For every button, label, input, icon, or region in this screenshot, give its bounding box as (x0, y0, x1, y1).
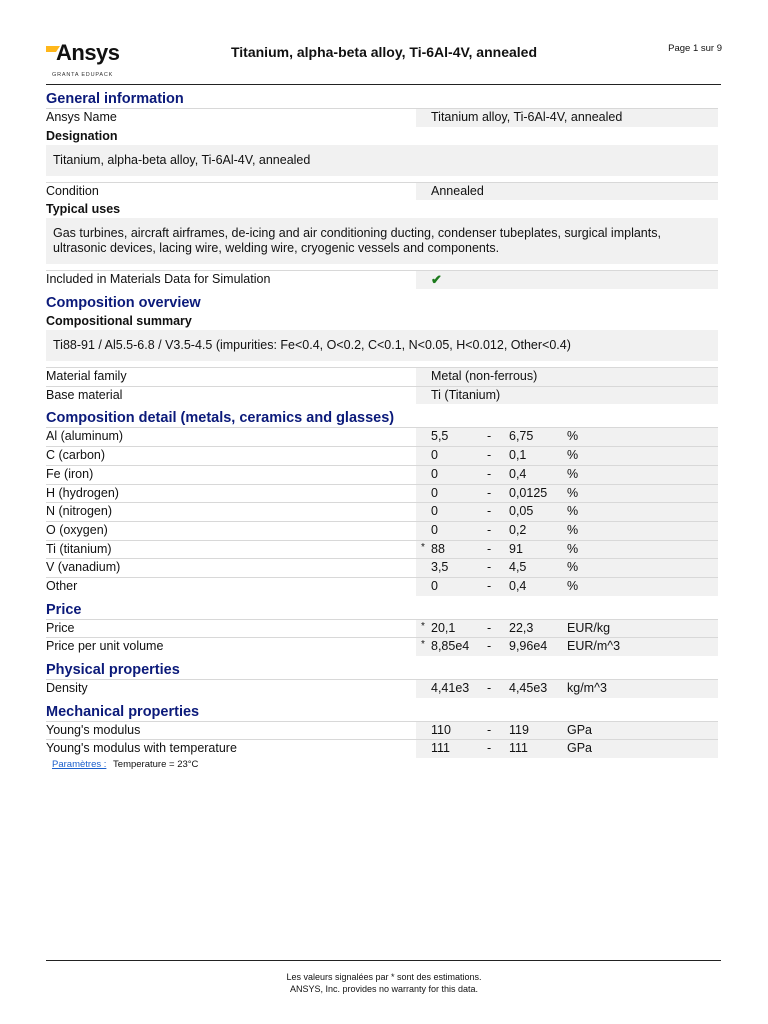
range-dash: - (487, 466, 492, 481)
estimate-marker: * (421, 639, 425, 651)
included-row (46, 270, 718, 289)
page-number: Page 1 sur 9 (668, 43, 722, 54)
min-value: 0 (431, 578, 438, 593)
range-dash: - (487, 741, 492, 756)
compositional-summary-label: Compositional summary (46, 314, 192, 329)
range-dash: - (487, 620, 492, 635)
range-dash: - (487, 504, 492, 519)
max-value: 4,45e3 (509, 681, 548, 695)
composition-row (46, 540, 718, 559)
price-row (46, 637, 718, 656)
price-row (46, 619, 718, 638)
max-value: 6,75 (509, 429, 534, 444)
max-value: 0,2 (509, 522, 527, 537)
range-dash: - (487, 722, 492, 737)
composition-row (46, 521, 718, 540)
material-family-label: Material family (46, 369, 127, 384)
section-title-general: General information (46, 91, 184, 107)
range-dash: - (487, 448, 492, 463)
composition-row (46, 465, 718, 484)
price-label: Price (46, 620, 75, 635)
max-value: 0,0125 (509, 485, 548, 500)
parameters-text: Temperature = 23°C (113, 759, 199, 771)
min-value: 111 (431, 741, 451, 756)
physical-rows (46, 679, 718, 698)
mechanical-row (46, 739, 718, 758)
parameters-note (52, 758, 718, 772)
designation-value: Titanium, alpha-beta alloy, Ti-6Al-4V, annealed (46, 145, 718, 176)
range-dash: - (487, 522, 492, 537)
condition-label: Condition (46, 183, 99, 198)
unit: % (567, 522, 579, 537)
typical-uses-value: Gas turbines, aircraft airframes, de-icing and air conditioning ducting, condenser tubeplates, surgical implants, ultrasonic devices, lacing wire, welding wire, cryogenic vessels and components. (46, 218, 718, 264)
composition-label: O (oxygen) (46, 522, 108, 537)
footer-warranty-note: ANSYS, Inc. provides no warranty for this data. (289, 984, 479, 994)
included-label: Included in Materials Data for Simulation (46, 272, 271, 287)
min-value: 8,85e4 (431, 639, 470, 654)
range-dash: - (487, 485, 492, 500)
composition-label: Other (46, 578, 78, 593)
value-background (416, 271, 718, 289)
composition-row (46, 484, 718, 503)
max-value: 9,96e4 (509, 639, 548, 654)
range-dash: - (487, 578, 492, 593)
composition-label: N (nitrogen) (46, 504, 112, 519)
section-title-physical: Physical properties (46, 662, 180, 678)
max-value: 119 (509, 722, 529, 737)
unit: % (567, 448, 579, 463)
range-dash: - (487, 560, 492, 575)
unit: % (567, 541, 579, 556)
composition-label: H (hydrogen) (46, 485, 119, 500)
parameters-link[interactable]: Paramètres : (52, 759, 107, 771)
unit: GPa (567, 722, 593, 737)
composition-label: Al (aluminum) (46, 429, 124, 444)
unit: EUR/m^3 (567, 639, 621, 654)
ansys-name-value: Titanium alloy, Ti-6Al-4V, annealed (431, 110, 623, 124)
section-title-composition-overview: Composition overview (46, 295, 201, 312)
range-dash: - (487, 541, 492, 556)
mechanical-label: Young's modulus (46, 722, 141, 737)
max-value: 0,1 (509, 448, 527, 463)
min-value: 88 (431, 541, 445, 556)
ansys-name-label: Ansys Name (46, 110, 117, 124)
section-title-composition-detail: Composition detail (metals, ceramics and glasses) (46, 410, 395, 427)
compositional-summary-value: Ti88-91 / Al5.5-6.8 / V3.5-4.5 (impurities: Fe<0.4, O<0.2, C<0.1, N<0.05, H<0.012, Other<0.4) (46, 330, 718, 361)
max-value: 4,5 (509, 560, 527, 575)
composition-row (46, 446, 718, 465)
composition-row (46, 558, 718, 577)
composition-label: Fe (iron) (46, 466, 94, 481)
min-value: 20,1 (431, 620, 456, 635)
unit: % (567, 504, 579, 519)
composition-row (46, 502, 718, 521)
unit: % (567, 560, 579, 575)
unit: % (567, 466, 579, 481)
unit: GPa (567, 741, 593, 756)
range-dash: - (487, 639, 492, 654)
material-family-value: Metal (non-ferrous) (431, 369, 538, 384)
section-title-mechanical: Mechanical properties (46, 703, 200, 720)
mechanical-label: Young's modulus with temperature (46, 741, 237, 756)
section-title-price: Price (46, 601, 82, 618)
unit: % (567, 485, 579, 500)
estimate-marker: * (421, 541, 425, 553)
range-dash: - (487, 429, 492, 444)
max-value: 0,05 (509, 504, 534, 519)
min-value: 0 (431, 504, 438, 519)
footer-divider (46, 960, 721, 961)
max-value: 22,3 (509, 620, 534, 635)
composition-label: Ti (titanium) (46, 541, 112, 556)
unit: EUR/kg (567, 620, 611, 635)
range-dash: - (487, 681, 492, 695)
min-value: 4,41e3 (431, 681, 470, 695)
min-value: 110 (431, 722, 451, 737)
estimate-marker: * (421, 620, 425, 632)
composition-label: V (vanadium) (46, 560, 121, 575)
physical-label: Density (46, 681, 88, 695)
max-value: 0,4 (509, 578, 527, 593)
unit: kg/m^3 (567, 681, 607, 695)
document-title: Titanium, alpha-beta alloy, Ti-6Al-4V, annealed (230, 44, 537, 60)
max-value: 91 (509, 541, 523, 556)
typical-uses-label: Typical uses (46, 202, 121, 217)
composition-detail-rows (46, 427, 718, 595)
logo-text: Ansys (56, 40, 120, 65)
max-value: 111 (509, 741, 529, 756)
unit: % (567, 578, 579, 593)
physical-row (46, 679, 718, 698)
logo-subtext: GRANTA EDUPACK (52, 72, 114, 78)
composition-row (46, 577, 718, 596)
mechanical-rows (46, 721, 718, 758)
min-value: 0 (431, 522, 438, 537)
min-value: 0 (431, 466, 438, 481)
header-divider (46, 84, 721, 85)
footer-estimates-note: Les valeurs signalées par * sont des estimations. (286, 972, 482, 982)
unit: % (567, 429, 579, 444)
base-material-label: Base material (46, 387, 123, 402)
composition-label: C (carbon) (46, 448, 106, 463)
mechanical-row (46, 721, 718, 740)
material-family-row (46, 367, 718, 386)
base-material-row (46, 386, 718, 405)
composition-row (46, 427, 718, 446)
content (46, 90, 718, 772)
condition-row (46, 182, 718, 201)
checkmark-icon: ✔ (431, 272, 442, 288)
min-value: 5,5 (431, 429, 449, 444)
footer (0, 971, 768, 995)
min-value: 3,5 (431, 560, 449, 575)
price-rows (46, 619, 718, 656)
ansys-name-row (46, 108, 718, 127)
min-value: 0 (431, 448, 438, 463)
max-value: 0,4 (509, 466, 527, 481)
designation-label: Designation (46, 128, 118, 143)
base-material-value: Ti (Titanium) (431, 387, 501, 402)
condition-value: Annealed (431, 183, 484, 198)
price-label: Price per unit volume (46, 639, 164, 654)
min-value: 0 (431, 485, 438, 500)
